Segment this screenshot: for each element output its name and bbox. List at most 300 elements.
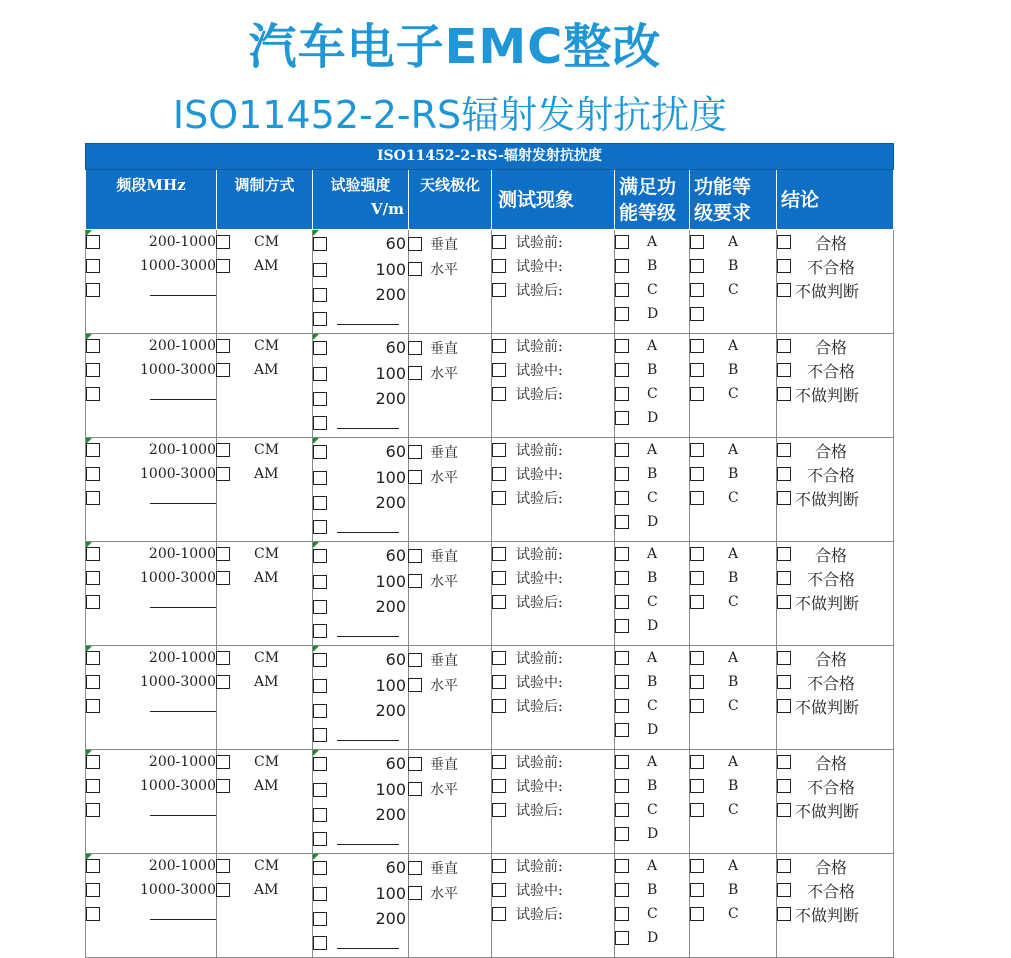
grade-checkbox-b[interactable] <box>615 883 629 897</box>
band-cell <box>86 750 217 854</box>
conclusion-checkbox-no-judgement[interactable] <box>777 907 791 921</box>
modulation-cell <box>217 438 313 542</box>
phenomenon-checkbox-after[interactable] <box>492 907 506 921</box>
strength-checkbox-other[interactable] <box>313 624 327 638</box>
requirement-option: A <box>728 338 739 354</box>
phenomenon-option: 试验中: <box>516 259 563 275</box>
conclusion-checkbox-no-judgement[interactable] <box>777 595 791 609</box>
polarization-option: 垂直 <box>430 756 458 773</box>
strength-option: 100 <box>375 260 406 279</box>
requirement-checkbox-c[interactable] <box>690 699 704 713</box>
conclusion-option: 不做判断 <box>795 593 860 613</box>
grade-checkbox-c[interactable] <box>615 595 629 609</box>
strength-blank-field[interactable] <box>337 314 399 325</box>
phenomenon-option: 试验后: <box>516 491 563 507</box>
conclusion-option: 不做判断 <box>795 281 860 301</box>
requirement-checkbox-b[interactable] <box>690 467 704 481</box>
strength-checkbox-other[interactable] <box>313 832 327 846</box>
modulation-checkbox-am[interactable] <box>216 883 230 897</box>
conclusion-checkbox-no-judgement[interactable] <box>777 803 791 817</box>
strength-checkbox-60[interactable] <box>313 237 327 251</box>
requirement-cell <box>690 334 777 438</box>
conclusion-checkbox-fail[interactable] <box>777 571 791 585</box>
grade-option: B <box>647 674 658 690</box>
strength-checkbox-other[interactable] <box>313 728 327 742</box>
grade-checkbox-b[interactable] <box>615 259 629 273</box>
grade-checkbox-d[interactable] <box>615 515 629 529</box>
conclusion-option: 合格 <box>815 545 848 565</box>
strength-blank-field[interactable] <box>337 522 399 533</box>
comment-marker <box>313 854 319 860</box>
strength-option: 60 <box>385 858 406 877</box>
table-row <box>86 854 894 958</box>
comment-marker <box>313 438 319 444</box>
polarization-checkbox-horizontal[interactable] <box>408 678 422 692</box>
conclusion-checkbox-fail[interactable] <box>777 363 791 377</box>
grade-option: C <box>647 802 658 818</box>
band-checkbox-other[interactable] <box>86 699 100 713</box>
band-checkbox-1[interactable] <box>86 547 100 561</box>
phenomenon-option: 试验后: <box>516 699 563 715</box>
requirement-checkbox-b[interactable] <box>690 571 704 585</box>
requirement-option: C <box>728 698 739 714</box>
modulation-checkbox-cm[interactable] <box>216 235 230 249</box>
grade-option: D <box>647 514 659 530</box>
table-row <box>86 646 894 750</box>
table-body <box>86 230 894 958</box>
comment-marker <box>86 230 92 236</box>
phenomenon-checkbox-after[interactable] <box>492 491 506 505</box>
requirement-checkbox-b[interactable] <box>690 779 704 793</box>
polarization-cell <box>409 438 492 542</box>
requirement-checkbox-extra[interactable] <box>690 307 704 321</box>
requirement-checkbox-a[interactable] <box>690 755 704 769</box>
phenomenon-checkbox-during[interactable] <box>492 883 506 897</box>
requirement-checkbox-c[interactable] <box>690 803 704 817</box>
modulation-checkbox-cm[interactable] <box>216 339 230 353</box>
conclusion-option: 不合格 <box>807 881 856 901</box>
requirement-checkbox-a[interactable] <box>690 547 704 561</box>
grade-checkbox-b[interactable] <box>615 675 629 689</box>
band-option: 200-1000 <box>148 546 216 562</box>
band-blank-field[interactable] <box>150 701 216 712</box>
strength-blank-field[interactable] <box>337 626 399 637</box>
header-phenomenon-label: 测试现象 <box>498 188 575 211</box>
polarization-cell <box>409 854 492 958</box>
band-blank-field[interactable] <box>150 909 216 920</box>
conclusion-option: 不合格 <box>807 361 856 381</box>
polarization-checkbox-vertical[interactable] <box>408 861 422 875</box>
modulation-option: AM <box>254 674 279 690</box>
header-grade <box>615 170 690 230</box>
strength-checkbox-200[interactable] <box>313 288 327 302</box>
grade-checkbox-a[interactable] <box>615 547 629 561</box>
phenomenon-checkbox-during[interactable] <box>492 467 506 481</box>
strength-checkbox-other[interactable] <box>313 312 327 326</box>
strength-option: 200 <box>375 389 406 408</box>
polarization-checkbox-horizontal[interactable] <box>408 366 422 380</box>
grade-checkbox-d[interactable] <box>615 411 629 425</box>
band-checkbox-1[interactable] <box>86 235 100 249</box>
strength-checkbox-200[interactable] <box>313 808 327 822</box>
requirement-checkbox-c[interactable] <box>690 491 704 505</box>
strength-checkbox-other[interactable] <box>313 416 327 430</box>
requirement-cell <box>690 646 777 750</box>
phenomenon-checkbox-after[interactable] <box>492 803 506 817</box>
comment-marker <box>86 438 92 444</box>
polarization-checkbox-horizontal[interactable] <box>408 782 422 796</box>
grade-option: D <box>647 722 659 738</box>
strength-option: 100 <box>375 676 406 695</box>
modulation-option: AM <box>254 466 279 482</box>
conclusion-checkbox-fail[interactable] <box>777 467 791 481</box>
phenomenon-checkbox-before[interactable] <box>492 443 506 457</box>
conclusion-option: 不合格 <box>807 465 856 485</box>
band-checkbox-other[interactable] <box>86 803 100 817</box>
conclusion-checkbox-pass[interactable] <box>777 547 791 561</box>
comment-marker <box>313 646 319 652</box>
modulation-option: AM <box>254 882 279 898</box>
modulation-checkbox-cm[interactable] <box>216 443 230 457</box>
strength-option: 200 <box>375 285 406 304</box>
page-title: 汽车电子EMC整改 <box>248 19 662 75</box>
polarization-cell <box>409 750 492 854</box>
polarization-checkbox-vertical[interactable] <box>408 757 422 771</box>
strength-checkbox-100[interactable] <box>313 783 327 797</box>
polarization-checkbox-vertical[interactable] <box>408 549 422 563</box>
phenomenon-checkbox-during[interactable] <box>492 363 506 377</box>
grade-checkbox-c[interactable] <box>615 387 629 401</box>
polarization-option: 水平 <box>430 782 458 798</box>
strength-blank-field[interactable] <box>337 730 399 741</box>
modulation-option: AM <box>254 258 279 274</box>
modulation-option: CM <box>254 338 280 354</box>
grade-checkbox-c[interactable] <box>615 699 629 713</box>
conclusion-option: 不合格 <box>807 673 856 693</box>
band-checkbox-1[interactable] <box>86 339 100 353</box>
grade-option: C <box>647 386 658 402</box>
grade-checkbox-a[interactable] <box>615 651 629 665</box>
requirement-checkbox-a[interactable] <box>690 235 704 249</box>
conclusion-checkbox-no-judgement[interactable] <box>777 387 791 401</box>
polarization-option: 垂直 <box>430 340 458 357</box>
polarization-option: 垂直 <box>430 548 458 565</box>
band-blank-field[interactable] <box>150 493 216 504</box>
band-blank-field[interactable] <box>150 805 216 816</box>
grade-checkbox-a[interactable] <box>615 859 629 873</box>
band-option: 200-1000 <box>148 338 216 354</box>
requirement-option: A <box>728 858 739 874</box>
modulation-checkbox-am[interactable] <box>216 675 230 689</box>
strength-checkbox-100[interactable] <box>313 367 327 381</box>
grade-checkbox-c[interactable] <box>615 907 629 921</box>
modulation-cell <box>217 750 313 854</box>
modulation-checkbox-cm[interactable] <box>216 859 230 873</box>
strength-cell <box>313 646 409 750</box>
requirement-cell <box>690 542 777 646</box>
polarization-checkbox-horizontal[interactable] <box>408 262 422 276</box>
conclusion-option: 不做判断 <box>795 801 860 821</box>
header-requirement-line1: 功能等 <box>694 175 752 198</box>
conclusion-cell <box>777 646 894 750</box>
modulation-option: CM <box>254 650 280 666</box>
requirement-option: C <box>728 906 739 922</box>
polarization-checkbox-vertical[interactable] <box>408 653 422 667</box>
modulation-checkbox-am[interactable] <box>216 259 230 273</box>
conclusion-checkbox-pass[interactable] <box>777 235 791 249</box>
polarization-checkbox-vertical[interactable] <box>408 341 422 355</box>
grade-checkbox-a[interactable] <box>615 339 629 353</box>
band-checkbox-1[interactable] <box>86 443 100 457</box>
strength-option: 60 <box>385 754 406 773</box>
requirement-checkbox-c[interactable] <box>690 283 704 297</box>
conclusion-checkbox-pass[interactable] <box>777 443 791 457</box>
strength-blank-field[interactable] <box>337 834 399 845</box>
conclusion-cell <box>777 230 894 334</box>
grade-option: B <box>647 466 658 482</box>
polarization-cell <box>409 646 492 750</box>
conclusion-option: 合格 <box>815 233 848 253</box>
phenomenon-option: 试验前: <box>516 859 563 875</box>
phenomenon-checkbox-before[interactable] <box>492 651 506 665</box>
polarization-checkbox-horizontal[interactable] <box>408 886 422 900</box>
band-checkbox-2[interactable] <box>86 363 100 377</box>
conclusion-checkbox-pass[interactable] <box>777 651 791 665</box>
phenomenon-cell <box>492 334 615 438</box>
requirement-cell <box>690 438 777 542</box>
grade-checkbox-a[interactable] <box>615 755 629 769</box>
band-checkbox-other[interactable] <box>86 387 100 401</box>
phenomenon-cell <box>492 542 615 646</box>
band-checkbox-1[interactable] <box>86 755 100 769</box>
conclusion-checkbox-fail[interactable] <box>777 779 791 793</box>
strength-blank-field[interactable] <box>337 938 399 949</box>
requirement-checkbox-b[interactable] <box>690 259 704 273</box>
requirement-checkbox-b[interactable] <box>690 675 704 689</box>
band-option: 1000-3000 <box>140 778 216 794</box>
phenomenon-cell <box>492 646 615 750</box>
conclusion-checkbox-fail[interactable] <box>777 675 791 689</box>
band-option: 1000-3000 <box>140 362 216 378</box>
strength-checkbox-200[interactable] <box>313 912 327 926</box>
strength-checkbox-200[interactable] <box>313 600 327 614</box>
conclusion-checkbox-no-judgement[interactable] <box>777 699 791 713</box>
phenomenon-option: 试验前: <box>516 235 563 251</box>
band-option: 200-1000 <box>148 442 216 458</box>
phenomenon-checkbox-during[interactable] <box>492 779 506 793</box>
requirement-checkbox-b[interactable] <box>690 883 704 897</box>
phenomenon-checkbox-after[interactable] <box>492 387 506 401</box>
polarization-cell <box>409 334 492 438</box>
grade-cell <box>615 438 690 542</box>
polarization-checkbox-horizontal[interactable] <box>408 470 422 484</box>
grade-cell <box>615 750 690 854</box>
requirement-checkbox-a[interactable] <box>690 339 704 353</box>
grade-checkbox-a[interactable] <box>615 235 629 249</box>
header-grade-line2: 能等级 <box>619 201 677 224</box>
grade-checkbox-c[interactable] <box>615 283 629 297</box>
conclusion-checkbox-pass[interactable] <box>777 755 791 769</box>
strength-cell <box>313 230 409 334</box>
strength-checkbox-200[interactable] <box>313 496 327 510</box>
conclusion-checkbox-pass[interactable] <box>777 339 791 353</box>
strength-checkbox-60[interactable] <box>313 757 327 771</box>
band-checkbox-2[interactable] <box>86 259 100 273</box>
band-checkbox-2[interactable] <box>86 883 100 897</box>
requirement-checkbox-c[interactable] <box>690 387 704 401</box>
strength-checkbox-100[interactable] <box>313 471 327 485</box>
modulation-checkbox-cm[interactable] <box>216 755 230 769</box>
grade-option: C <box>647 594 658 610</box>
modulation-checkbox-am[interactable] <box>216 363 230 377</box>
phenomenon-checkbox-after[interactable] <box>492 283 506 297</box>
band-option: 1000-3000 <box>140 674 216 690</box>
polarization-checkbox-vertical[interactable] <box>408 445 422 459</box>
polarization-checkbox-vertical[interactable] <box>408 237 422 251</box>
strength-checkbox-100[interactable] <box>313 679 327 693</box>
strength-checkbox-200[interactable] <box>313 392 327 406</box>
modulation-checkbox-am[interactable] <box>216 571 230 585</box>
requirement-checkbox-b[interactable] <box>690 363 704 377</box>
strength-checkbox-100[interactable] <box>313 887 327 901</box>
conclusion-option: 不做判断 <box>795 905 860 925</box>
grade-checkbox-c[interactable] <box>615 491 629 505</box>
strength-cell <box>313 854 409 958</box>
phenomenon-cell <box>492 438 615 542</box>
strength-checkbox-other[interactable] <box>313 520 327 534</box>
phenomenon-checkbox-before[interactable] <box>492 859 506 873</box>
phenomenon-checkbox-during[interactable] <box>492 259 506 273</box>
rs-immunity-table <box>85 143 893 958</box>
requirement-option: B <box>728 778 739 794</box>
strength-checkbox-60[interactable] <box>313 341 327 355</box>
strength-option: 100 <box>375 780 406 799</box>
phenomenon-checkbox-during[interactable] <box>492 675 506 689</box>
modulation-checkbox-cm[interactable] <box>216 651 230 665</box>
grade-checkbox-a[interactable] <box>615 443 629 457</box>
grade-checkbox-d[interactable] <box>615 723 629 737</box>
modulation-option: CM <box>254 546 280 562</box>
header-requirement <box>690 170 777 230</box>
band-checkbox-1[interactable] <box>86 859 100 873</box>
phenomenon-option: 试验后: <box>516 387 563 403</box>
grade-checkbox-d[interactable] <box>615 307 629 321</box>
band-cell <box>86 854 217 958</box>
phenomenon-checkbox-after[interactable] <box>492 699 506 713</box>
polarization-option: 水平 <box>430 678 458 694</box>
strength-checkbox-60[interactable] <box>313 549 327 563</box>
requirement-checkbox-c[interactable] <box>690 595 704 609</box>
strength-blank-field[interactable] <box>337 418 399 429</box>
band-blank-field[interactable] <box>150 597 216 608</box>
conclusion-option: 合格 <box>815 649 848 669</box>
conclusion-checkbox-fail[interactable] <box>777 883 791 897</box>
header-conclusion <box>777 170 894 230</box>
modulation-checkbox-am[interactable] <box>216 779 230 793</box>
band-cell <box>86 646 217 750</box>
strength-cell <box>313 542 409 646</box>
band-blank-field[interactable] <box>150 285 216 296</box>
table-row <box>86 438 894 542</box>
band-checkbox-other[interactable] <box>86 491 100 505</box>
strength-checkbox-other[interactable] <box>313 936 327 950</box>
grade-checkbox-d[interactable] <box>615 619 629 633</box>
requirement-checkbox-a[interactable] <box>690 859 704 873</box>
phenomenon-checkbox-before[interactable] <box>492 235 506 249</box>
phenomenon-option: 试验后: <box>516 283 563 299</box>
strength-option: 60 <box>385 546 406 565</box>
conclusion-checkbox-fail[interactable] <box>777 259 791 273</box>
requirement-checkbox-a[interactable] <box>690 651 704 665</box>
strength-checkbox-200[interactable] <box>313 704 327 718</box>
requirement-option: B <box>728 882 739 898</box>
grade-checkbox-b[interactable] <box>615 571 629 585</box>
conclusion-checkbox-pass[interactable] <box>777 859 791 873</box>
modulation-checkbox-am[interactable] <box>216 467 230 481</box>
requirement-option: B <box>728 674 739 690</box>
band-checkbox-other[interactable] <box>86 907 100 921</box>
header-strength <box>313 170 409 230</box>
modulation-option: CM <box>254 442 280 458</box>
phenomenon-checkbox-before[interactable] <box>492 339 506 353</box>
band-checkbox-2[interactable] <box>86 675 100 689</box>
strength-checkbox-100[interactable] <box>313 263 327 277</box>
grade-option: A <box>647 650 658 666</box>
band-checkbox-other[interactable] <box>86 595 100 609</box>
phenomenon-checkbox-after[interactable] <box>492 595 506 609</box>
band-blank-field[interactable] <box>150 389 216 400</box>
conclusion-option: 不合格 <box>807 777 856 797</box>
strength-checkbox-60[interactable] <box>313 445 327 459</box>
strength-checkbox-60[interactable] <box>313 653 327 667</box>
grade-checkbox-b[interactable] <box>615 779 629 793</box>
strength-option: 100 <box>375 572 406 591</box>
phenomenon-checkbox-during[interactable] <box>492 571 506 585</box>
band-checkbox-other[interactable] <box>86 283 100 297</box>
band-checkbox-1[interactable] <box>86 651 100 665</box>
conclusion-checkbox-no-judgement[interactable] <box>777 491 791 505</box>
polarization-option: 垂直 <box>430 236 458 253</box>
grade-checkbox-d[interactable] <box>615 827 629 841</box>
grade-option: B <box>647 882 658 898</box>
band-checkbox-2[interactable] <box>86 571 100 585</box>
band-checkbox-2[interactable] <box>86 779 100 793</box>
table-row <box>86 230 894 334</box>
grade-checkbox-d[interactable] <box>615 931 629 945</box>
header-grade-line1: 满足功 <box>619 175 677 198</box>
phenomenon-checkbox-before[interactable] <box>492 755 506 769</box>
conclusion-checkbox-no-judgement[interactable] <box>777 283 791 297</box>
strength-checkbox-60[interactable] <box>313 861 327 875</box>
modulation-cell <box>217 854 313 958</box>
strength-checkbox-100[interactable] <box>313 575 327 589</box>
modulation-checkbox-cm[interactable] <box>216 547 230 561</box>
polarization-checkbox-horizontal[interactable] <box>408 574 422 588</box>
strength-option: 200 <box>375 493 406 512</box>
band-checkbox-2[interactable] <box>86 467 100 481</box>
grade-option: D <box>647 618 659 634</box>
phenomenon-checkbox-before[interactable] <box>492 547 506 561</box>
grade-checkbox-b[interactable] <box>615 467 629 481</box>
requirement-cell <box>690 854 777 958</box>
grade-checkbox-c[interactable] <box>615 803 629 817</box>
requirement-checkbox-a[interactable] <box>690 443 704 457</box>
comment-marker <box>86 854 92 860</box>
grade-checkbox-b[interactable] <box>615 363 629 377</box>
grade-option: A <box>647 546 658 562</box>
requirement-checkbox-c[interactable] <box>690 907 704 921</box>
strength-option: 100 <box>375 364 406 383</box>
